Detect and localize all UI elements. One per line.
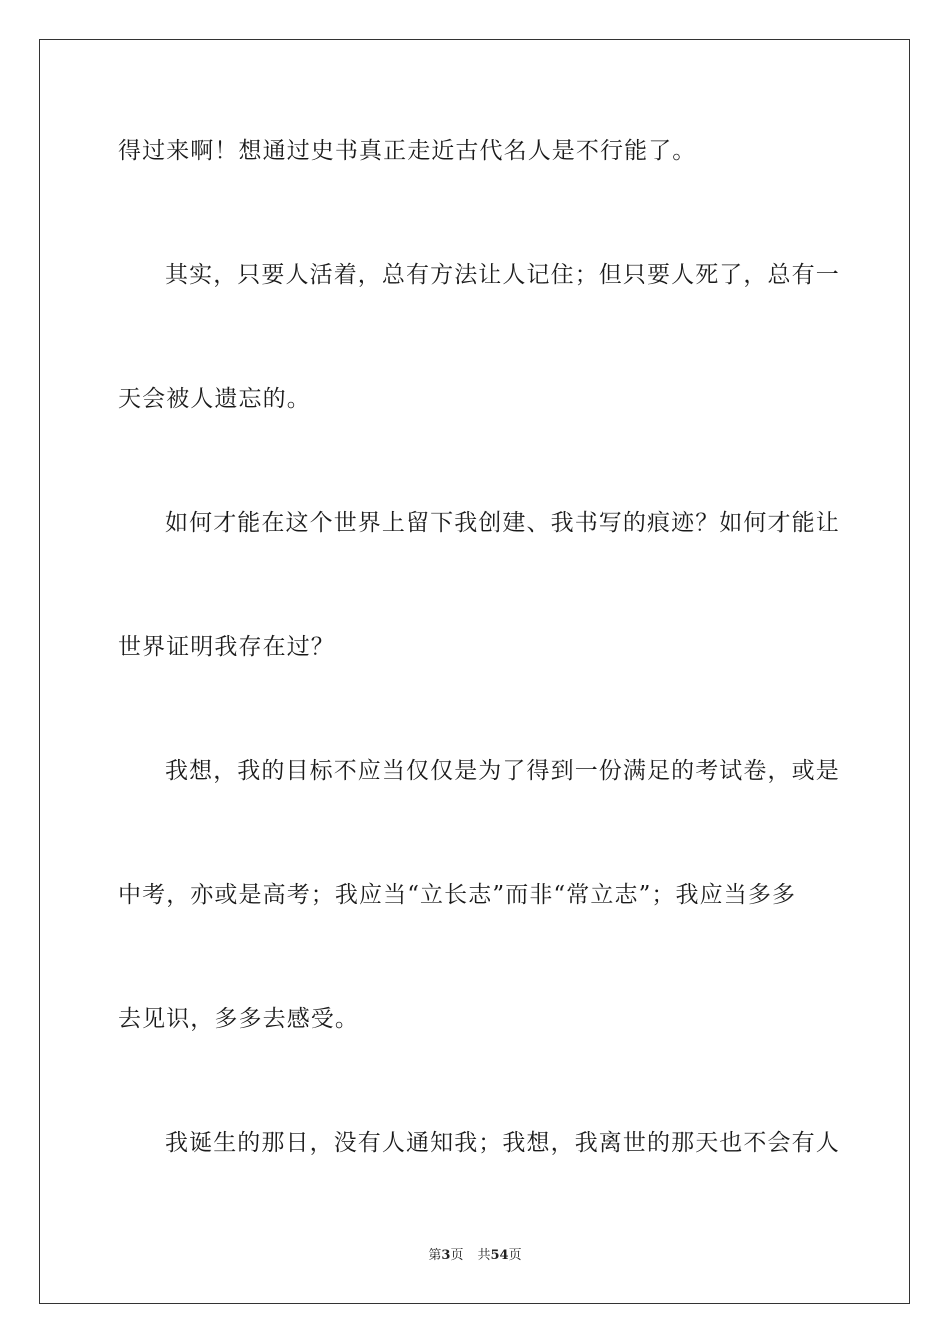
page-footer	[0, 1247, 950, 1265]
total-prefix: 共	[477, 1248, 491, 1263]
body-line-6: 我想，我的目标不应当仅仅是为了得到一份满足的考试卷，或是	[165, 758, 840, 784]
page-number: 3	[441, 1248, 451, 1263]
page-suffix: 页	[450, 1248, 464, 1263]
body-line-7: 中考，亦或是高考；我应当“立长志”而非“常立志”；我应当多多	[118, 882, 797, 908]
total-pages: 54	[490, 1248, 509, 1263]
body-line-8: 去见识，多多去感受。	[118, 1006, 359, 1032]
page-prefix: 第	[428, 1248, 442, 1263]
body-line-3: 天会被人遗忘的。	[118, 386, 311, 412]
page-frame	[39, 39, 910, 1304]
body-line-5: 世界证明我存在过？	[118, 634, 335, 660]
body-line-2: 其实，只要人活着，总有方法让人记住；但只要人死了，总有一	[165, 262, 840, 288]
body-line-4: 如何才能在这个世界上留下我创建、我书写的痕迹？如何才能让	[165, 510, 840, 536]
body-line-1: 得过来啊！想通过史书真正走近古代名人是不行能了。	[118, 138, 697, 164]
body-line-9: 我诞生的那日，没有人通知我；我想，我离世的那天也不会有人	[165, 1130, 840, 1156]
total-suffix: 页	[508, 1248, 522, 1263]
